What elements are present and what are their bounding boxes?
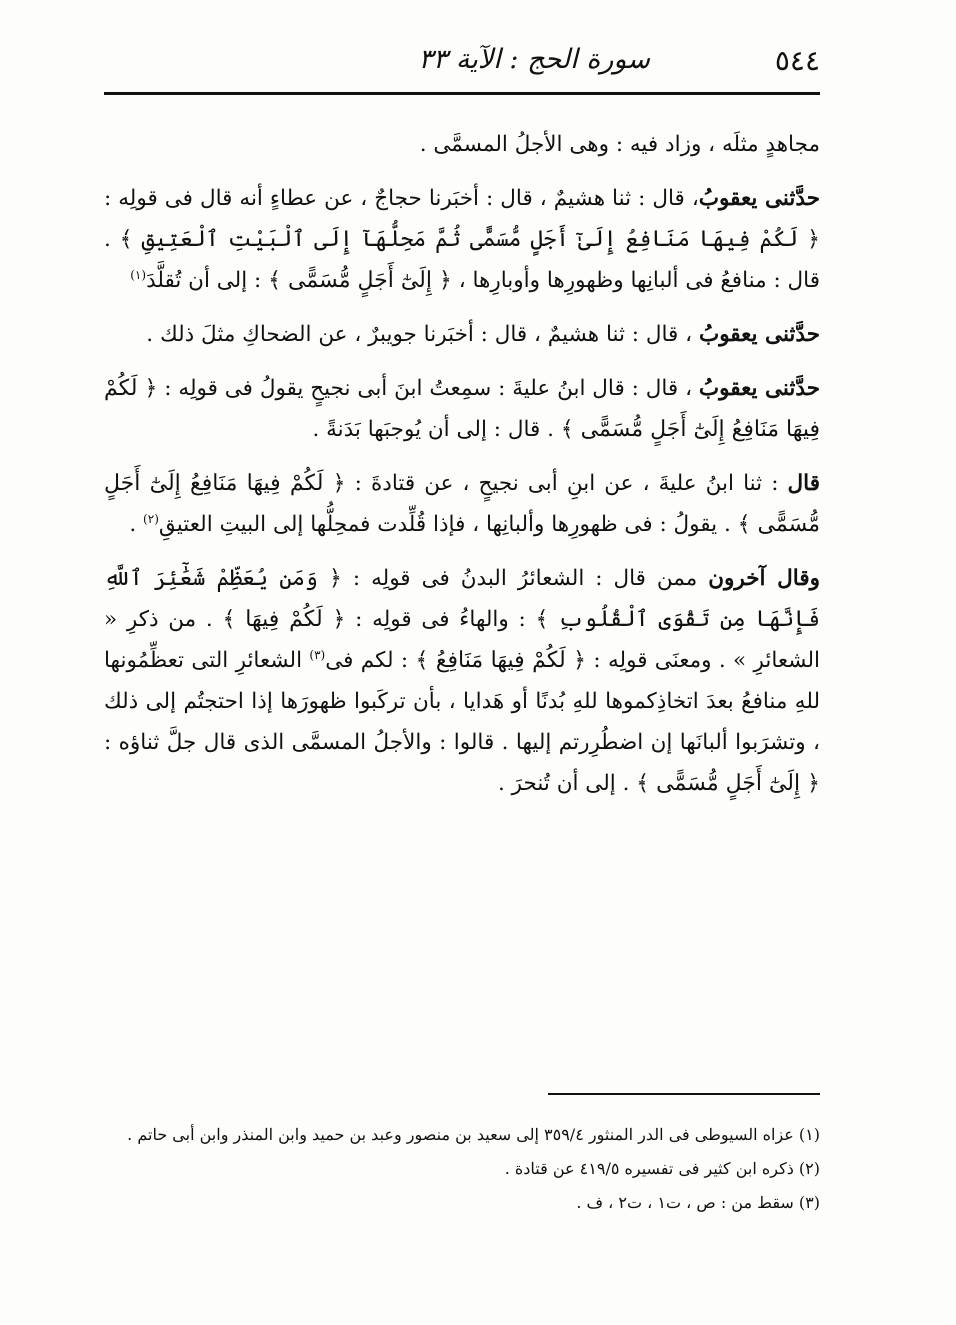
isnad-opening: حدَّثنى يعقوبُ [698, 376, 820, 401]
quran-quote: ﴿ لَكُمْ فِيهَا مَنَافِعُ إِلَىٰٓ أَجَلٍ مُّسَمًّى ﴾ [104, 471, 820, 537]
text: . من ذكرِ « الشعائرِ » . ومعنَى قولِه : [104, 607, 820, 673]
footnote-2: (٢) ذكره ابن كثير فى تفسيره ٤١٩/٥ عن قتادة . [504, 1159, 820, 1178]
quran-quote: ﴿ لَكُمْ فِيهَا مَنَافِعُ إِلَىٰٓ أَجَلٍ مُّسَمًّى ثُمَّ مَحِلُّهَآ إِلَى ٱلْبَيْتِ ٱلْعَتِيقِ ﴾ [119, 227, 821, 252]
page-number: ٥٤٤ [774, 44, 820, 77]
text: الشعائرِ التى تعظِّمُونها للهِ منافعُ بعدَ اتخاذِكموها للهِ بُدنًا أو هَدايا ، بأن تركَبوا ظهورَها إذا احتجتُم إلى ذلك ، وتشرَبوا ألبانَها إن اضطُرِرتم إليها . قالوا : والأجلُ المسمَّى الذى قال جلَّ ثناؤه : [104, 648, 820, 755]
text: . إلى أن تُنحرَ . [497, 771, 637, 796]
text: . يقولُ : فى ظهورِها وألبانِها ، فإذا قُلِّدت فمحِلُّها إلى البيتِ العتيقِ [158, 512, 738, 537]
text: ممن قال : الشعائرُ البدنُ فى قولِه : [341, 566, 709, 591]
isnad-opening: حدَّثنى يعقوبُ [698, 186, 820, 211]
text: مجاهدٍ مثلَه ، وزاد فيه : وهى الأجلُ المسمَّى . [419, 132, 820, 157]
header-rule [104, 92, 820, 95]
running-title: سورة الحج : الآية ٣٣ [418, 44, 650, 75]
text: : والهاءُ فى قولِه : [345, 607, 536, 632]
footnotes [104, 1118, 820, 1220]
isnad-opening: وقال آخرون [708, 566, 820, 591]
paragraph-4 [104, 463, 820, 545]
paragraph-0 [104, 124, 820, 165]
paragraph-2 [104, 314, 820, 355]
footnote-marker-3[interactable]: (٣) [309, 647, 326, 662]
paragraph-5 [104, 558, 820, 804]
text: : ثنا ابنُ عليةَ ، عن ابنِ أبى نجيحٍ ، عن قتادةَ : [345, 471, 788, 496]
isnad-opening: قال [787, 471, 820, 496]
text: . قال : إلى أن يُوجبَها بَدَنةً . [312, 417, 561, 442]
footnote-marker-2[interactable]: (٢) [143, 511, 159, 526]
footnote-1: (١) عزاه السيوطى فى الدر المنثور ٣٥٩/٤ إلى سعيد بن منصور وعبد بن حميد وابن المنذر وابن أبى حاتم . [127, 1125, 820, 1144]
quran-quote: ﴿ لَكُمْ فِيهَا مَنَافِعُ إِلَىٰٓ أَجَلٍ مُّسَمًّى ﴾ [104, 376, 820, 442]
text: . قال : منافعُ فى ألبانِها وظهورِها وأوبارِها ، [104, 227, 820, 293]
text: ، قال : ثنا هشيمٌ ، قال : أخبَرنا حجاجٌ ، عن عطاءٍ أنه قال فى قولِه : [104, 186, 699, 211]
text: ، قال : قال ابنُ عليةَ : سمِعتُ ابنَ أبى نجيحٍ يقولُ فى قولِه : [157, 376, 699, 401]
footnote-marker-1[interactable]: (١) [130, 267, 147, 282]
text: . [129, 512, 144, 537]
footnote-3: (٣) سقط من : ص ، ت١ ، ت٢ ، ف . [576, 1193, 820, 1212]
quran-quote: ﴿ وَمَن يُعَظِّمْ شَعَٰٓئِرَ ٱللَّهِ فَإِنَّهَا مِن تَقْوَى ٱلْقُلُوبِ ﴾ [104, 566, 820, 632]
page-header [104, 38, 820, 90]
text: : لكم فى [325, 648, 416, 673]
footnote-separator [548, 1093, 820, 1095]
isnad-opening: حدَّثنى يعقوبُ [698, 322, 820, 347]
quran-quote: ﴿ إِلَىٰٓ أَجَلٍ مُّسَمًّى ﴾ [268, 268, 452, 293]
text: ، قال : ثنا هشيمٌ ، قال : أخبَرنا جويبرٌ ، عن الضحاكِ مثلَ ذلك . [146, 322, 699, 347]
paragraph-1 [104, 178, 820, 301]
quran-quote: ﴿ إِلَىٰٓ أَجَلٍ مُّسَمًّى ﴾ [636, 771, 820, 796]
quran-quote: ﴿ لَكُمْ فِيهَا مَنَافِعُ ﴾ [415, 648, 587, 673]
text: : إلى أن تُقلَّدَ [146, 268, 269, 293]
paragraph-3 [104, 368, 820, 450]
body-text [104, 124, 820, 817]
quran-quote: ﴿ لَكُمْ فِيهَا ﴾ [222, 607, 346, 632]
